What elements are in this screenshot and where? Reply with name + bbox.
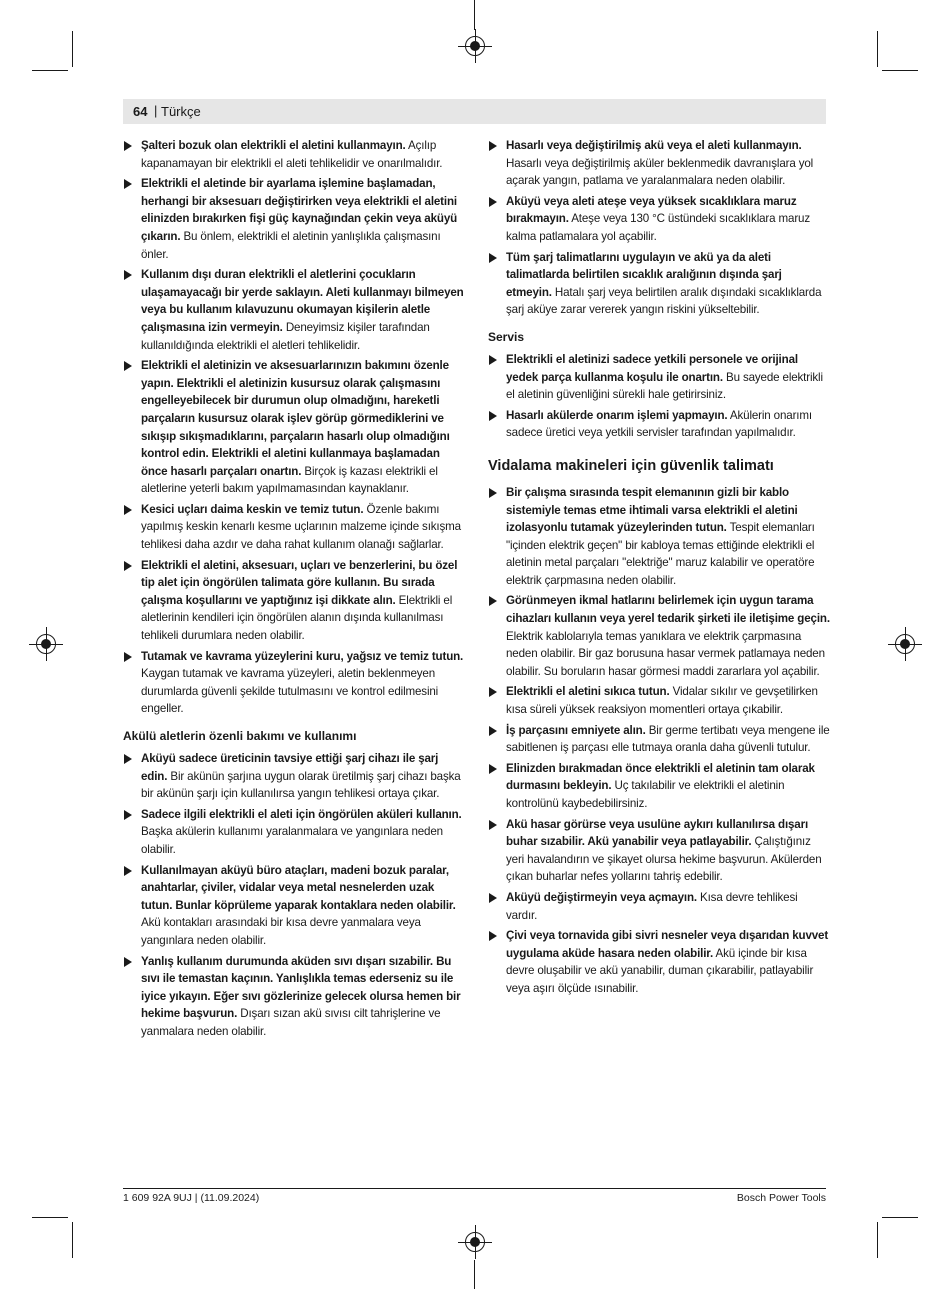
- bullet-body-text: Bu önlem, elektrikli el aletinin yanlışlıkla çalışmasını önler.: [141, 229, 441, 261]
- bullet-triangle-icon: [489, 411, 497, 421]
- bullet-item: [123, 557, 465, 645]
- bullet-bold-text: Elinizden bırakmadan önce elektrikli el aletinin tam olarak durmasını bekleyin.: [506, 761, 815, 793]
- bullet-body-text: Hatalı şarj veya belirtilen aralık dışındaki sıcaklıklarda şarj aküye zarar vererek yangın riskini yükseltebilir.: [506, 285, 822, 317]
- crop-mark: [72, 31, 73, 67]
- crop-mark: [877, 1222, 878, 1258]
- bullet-body-text: Özenle bakımı yapılmış keskin kenarlı kesme uçlarının malzeme içinde sıkışma tehlikesi daha azdır ve daha rahat kullanım olanağı sağlarlar.: [141, 502, 461, 552]
- header-language: Türkçe: [161, 104, 201, 119]
- bullet-item: [488, 407, 830, 442]
- subsection-heading: Akülü aletlerin özenli bakımı ve kullanımı: [123, 729, 357, 743]
- bullet-body-text: Kaygan tutamak ve kavrama yüzeyleri, aletin beklenmeyen durumlarda güvenli şekilde tutulmasını ve kontrol edilmesini engeller.: [141, 667, 439, 716]
- bullet-body-text: Ateşe veya 130 °C üstündeki sıcaklıklara maruz kalma patlamalara yol açabilir.: [506, 212, 810, 243]
- bullet-body-text: Çalıştığınız yeri havalandırın ve şikayet olursa hekime başvurun. Akülerden çıkan buharlar nefes yollarını tahriş edebilir.: [506, 835, 822, 884]
- bullet-item: [488, 889, 830, 924]
- bullet-body-text: Elektrikli el aletlerinin kendileri için öngörülen alanın dışında kullanılması tehlikeli durumlara neden olabilir.: [141, 593, 453, 643]
- bullet-item: [123, 357, 465, 498]
- bullet-triangle-icon: [124, 810, 132, 820]
- bullet-triangle-icon: [124, 957, 132, 967]
- bullet-item: [488, 137, 830, 190]
- bullet-bold-text: Elektrikli el aletini, aksesuarı, uçları ve benzerlerini, bu özel tip alet için öngörülen talimata göre kullanın. Bu sırada çalışma koşullarını ve yaptığınız işi dikkate alın.: [141, 558, 458, 607]
- bullet-triangle-icon: [489, 764, 497, 774]
- bullet-triangle-icon: [489, 726, 497, 736]
- bullet-triangle-icon: [124, 179, 132, 189]
- bullet-item: [123, 648, 465, 718]
- bullet-bold-text: Aküyü değiştirmeyin veya açmayın.: [506, 890, 697, 904]
- bullet-bold-text: Akü hasar görürse veya usulüne aykırı kullanılırsa dışarı buhar sızabilir. Akü yanabilir veya patlayabilir.: [506, 817, 809, 849]
- bullet-body-text: Vidalar sıkılır ve gevşetilirken kısa süreli yüksek reaksiyon momentleri ortaya çıkabilir.: [506, 685, 818, 717]
- bullet-body-text: Bu sayede elektrikli el aletinin güvenliğini sürekli hale getirirsiniz.: [506, 370, 823, 402]
- footer-rule: [123, 1188, 826, 1189]
- bullet-item: [123, 806, 465, 859]
- bullet-triangle-icon: [124, 270, 132, 280]
- bullet-body-text: Kısa devre tehlikesi vardır.: [506, 890, 798, 922]
- subsection-heading: Servis: [488, 329, 525, 344]
- bullet-bold-text: Tüm şarj talimatlarını uygulayın ve akü ya da aleti talimatlarda belirtilen sıcaklık aralığının dışında şarj etmeyin.: [506, 250, 782, 299]
- bullet-triangle-icon: [489, 253, 497, 263]
- bullet-triangle-icon: [489, 893, 497, 903]
- bullet-item: [123, 266, 465, 354]
- bullet-triangle-icon: [124, 141, 132, 151]
- bullet-bold-text: Hasarlı veya değiştirilmiş akü veya el aleti kullanmayın.: [506, 139, 802, 152]
- bullet-bold-text: Aküyü sadece üreticinin tavsiye ettiği şarj cihazı ile şarj edin.: [141, 752, 439, 783]
- bullet-body-text: Akü içinde bir kısa devre oluşabilir ve akü yanabilir, duman çıkarabilir, patlayabilir veya aşırı ölçüde ısınabilir.: [506, 946, 814, 995]
- crop-mark: [32, 70, 68, 71]
- bullet-item: [488, 193, 830, 246]
- bullet-item: [488, 722, 830, 757]
- bullet-body-text: Uç takılabilir ve elektrikli el aletinin kontrolünü kaybedebilirsiniz.: [506, 779, 785, 810]
- footer-document-id: 1 609 92A 9UJ | (11.09.2024): [123, 1192, 260, 1204]
- bullet-body-text: Bir akünün şarjına uygun olarak üretilmiş şarj cihazı başka bir akünün şarjı için kullanılırsa yangın tehlikesi ortaya çıkar.: [141, 769, 461, 801]
- bullet-item: [488, 249, 830, 319]
- bullet-body-text: Deneyimsiz kişiler tarafından kullanıldığında elektrikli el aletleri tehlikelidir.: [141, 320, 430, 352]
- bullet-bold-text: Tutamak ve kavrama yüzeylerini kuru, yağsız ve temiz tutun.: [141, 649, 464, 663]
- bullet-triangle-icon: [489, 197, 497, 207]
- registration-mark-icon: [465, 1232, 485, 1252]
- bullet-item: [488, 927, 830, 997]
- bullet-item: [123, 953, 465, 1041]
- bullet-bold-text: Sadece ilgili elektrikli el aleti için öngörülen aküleri kullanın.: [141, 807, 462, 821]
- bullet-triangle-icon: [124, 505, 132, 515]
- bullet-bold-text: Aküyü veya aleti ateşe veya yüksek sıcaklıklara maruz bırakmayın.: [506, 194, 797, 226]
- page-number: 64: [133, 104, 148, 119]
- header-separator: |: [154, 103, 158, 118]
- page-header: [123, 99, 826, 124]
- bullet-triangle-icon: [489, 596, 497, 606]
- section-heading: Vidalama makineleri için güvenlik talimatı: [488, 457, 774, 474]
- bullet-triangle-icon: [489, 141, 497, 151]
- bullet-body-text: Dışarı sızan akü sıvısı cilt tahrişlerine ve yanmalara neden olabilir.: [141, 1007, 441, 1038]
- bullet-body-text: Açılıp kapanamayan bir elektrikli el aleti tehlikelidir ve onarılmalıdır.: [141, 139, 443, 170]
- bullet-item: [488, 592, 830, 680]
- right-column: [488, 137, 830, 1001]
- bullet-body-text: Başka akülerin kullanımı yaralanmalara ve yangınlara neden olabilir.: [141, 825, 443, 856]
- registration-mark-icon: [465, 36, 485, 56]
- bullet-body-text: Hasarlı veya değiştirilmiş aküler beklenmedik davranışlara yol açarak yangın, patlama ve yaralanmalara neden olabilir.: [506, 156, 814, 188]
- bullet-bold-text: Kullanım dışı duran elektrikli el aletlerini çocukların ulaşamayacağı bir yerde saklayın. Aleti kullanmayı bilmeyen veya bu kullanım kılavuzunu okumayan kişilerin aletle çalışmasına izin vermeyin.: [141, 268, 464, 334]
- bullet-triangle-icon: [489, 687, 497, 697]
- bullet-bold-text: Yanlış kullanım durumunda aküden sıvı dışarı sızabilir. Bu sıvı ile temastan kaçının. Yanlışlıkla temas ederseniz su ile iyice yıkayın. Eğer sıvı gözlerinize gelecek olursa hemen bir hekime başvurun.: [141, 954, 461, 1021]
- bullet-item: [123, 862, 465, 950]
- bullet-item: [123, 501, 465, 554]
- crop-mark: [72, 1222, 73, 1258]
- bullet-bold-text: Görünmeyen ikmal hatlarını belirlemek için uygun tarama cihazları kullanın veya yerel tedarik şirketi ile iletişime geçin.: [506, 594, 830, 626]
- bullet-item: [488, 760, 830, 813]
- bullet-item: [488, 484, 830, 590]
- bullet-body-text: Tespit elemanları "içinden elektrik geçen" bir kabloya temas ettiğinde elektrikli el aletinin metal parçaları "elektriğe" maruz kalabilir ve operatöre elektrik çarpmasına neden olabilir.: [506, 521, 815, 587]
- bullet-triangle-icon: [489, 355, 497, 365]
- bullet-bold-text: Kullanılmayan aküyü büro ataçları, madeni bozuk paralar, anahtarlar, çiviler, vidalar veya metal nesnelerden uzak tutun. Bunlar köprüleme yaparak kontaklara neden olabilir.: [141, 863, 456, 912]
- bullet-triangle-icon: [124, 561, 132, 571]
- bullet-item: [488, 683, 830, 718]
- bullet-bold-text: Hasarlı akülerde onarım işlemi yapmayın.: [506, 408, 728, 422]
- left-column: [123, 137, 465, 1044]
- bullet-bold-text: Kesici uçları daima keskin ve temiz tutun.: [141, 502, 364, 516]
- bullet-bold-text: Elektrikli el aletinizin ve aksesuarlarınızın bakımını özenle yapın. Elektrikli el aletinizin kusursuz olarak çalışmasını engelleyebilecek bir durumun olup olmadığını, hareketli parçaların kusursuz olarak işlev görüp görmediklerini ve sıkışıp sıkışmadıklarını, parçaların hasarlı olup olmadığını kontrol edin. Elektrikli el aletini kullanmaya başlamadan önce hasarlı parçaları onartın.: [141, 359, 450, 478]
- crop-mark: [882, 1217, 918, 1218]
- crop-mark: [474, 0, 475, 30]
- bullet-item: [123, 750, 465, 803]
- bullet-bold-text: Şalteri bozuk olan elektrikli el aletini kullanmayın.: [141, 139, 406, 152]
- bullet-triangle-icon: [489, 931, 497, 941]
- bullet-body-text: Elektrik kablolarıyla temas yanıklara ve elektrik çarpmasına neden olabilir. Bir gaz borusuna hasar vermek patlamaya neden olabilir. Su boruların hasar görmesi maddi zararlara yol açabilir.: [506, 629, 825, 678]
- bullet-triangle-icon: [124, 361, 132, 371]
- registration-mark-icon: [895, 634, 915, 654]
- bullet-item: [488, 351, 830, 404]
- bullet-item: [123, 175, 465, 263]
- bullet-bold-text: İş parçasını emniyete alın.: [506, 723, 646, 737]
- bullet-bold-text: Elektrikli el aletini sıkıca tutun.: [506, 685, 670, 699]
- crop-mark: [877, 31, 878, 67]
- bullet-bold-text: Bir çalışma sırasında tespit elemanının gizli bir kablo sistemiyle temas etme ihtimali varsa elektrikli el aletini izolasyonlu tutamak yüzeylerinden tutun.: [506, 485, 798, 535]
- crop-mark: [474, 1260, 475, 1289]
- crop-mark: [882, 70, 918, 71]
- footer-brand: Bosch Power Tools: [736, 1192, 826, 1204]
- bullet-item: [123, 137, 465, 172]
- bullet-triangle-icon: [124, 754, 132, 764]
- bullet-bold-text: Elektrikli el aletinizi sadece yetkili personele ve orijinal yedek parça kullanma koşulu ile onartın.: [506, 352, 798, 384]
- bullet-triangle-icon: [489, 488, 497, 498]
- bullet-item: [488, 816, 830, 886]
- bullet-bold-text: Elektrikli el aletinde bir ayarlama işlemine başlamadan, herhangi bir aksesuarı değiştirirken veya elektrikli el aletini elinizden bırakırken fişi güç kaynağından çekin veya aküyü çıkarın.: [141, 177, 458, 243]
- bullet-body-text: Akülerin onarımı sadece üretici veya yetkili servisler tarafından yapılmalıdır.: [506, 408, 812, 440]
- bullet-triangle-icon: [489, 820, 497, 830]
- bullet-body-text: Akü kontakları arasındaki bir kısa devre yanmalara veya yangınlara neden olabilir.: [141, 916, 421, 947]
- bullet-triangle-icon: [124, 866, 132, 876]
- bullet-body-text: Bir germe tertibatı veya mengene ile sabitlenen iş parçası elle tutmaya oranla daha güvenli tutulur.: [506, 723, 830, 755]
- crop-mark: [32, 1217, 68, 1218]
- bullet-body-text: Birçok iş kazası elektrikli el aletlerine yeterli bakım yapılmamasından kaynaklanır.: [141, 464, 438, 496]
- registration-mark-icon: [36, 634, 56, 654]
- bullet-triangle-icon: [124, 652, 132, 662]
- bullet-bold-text: Çivi veya tornavida gibi sivri nesneler veya dışarıdan kuvvet uygulama aküde hasara neden olabilir.: [506, 929, 829, 960]
